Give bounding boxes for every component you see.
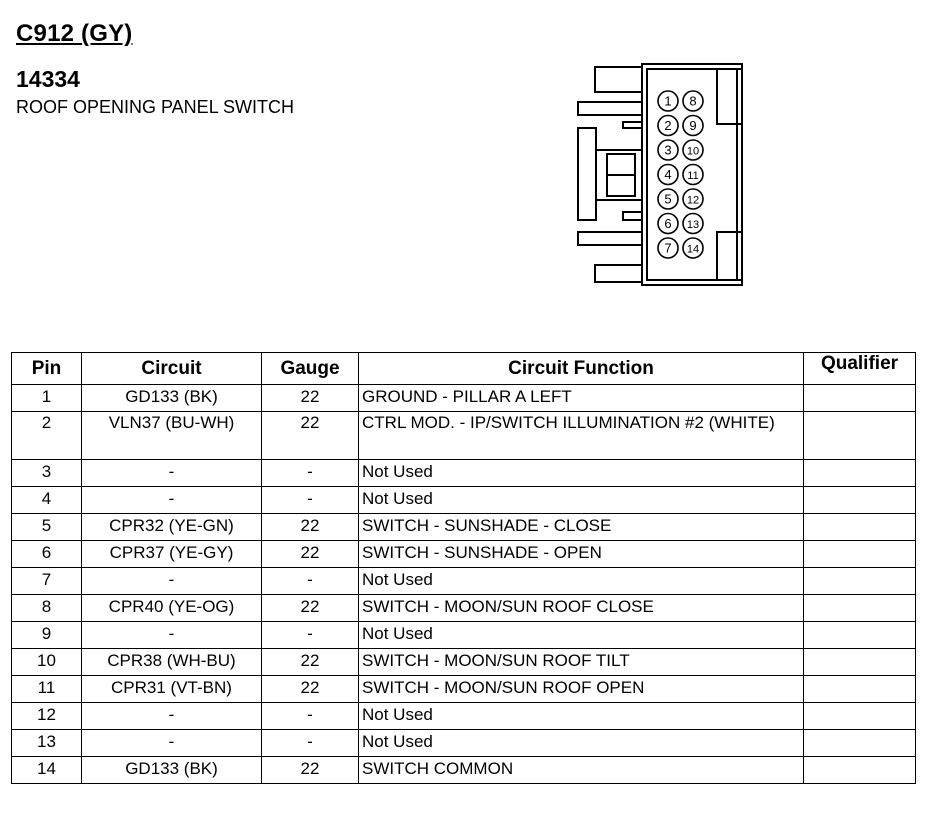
pin-label: 11	[687, 170, 699, 182]
pin-cell: 6	[12, 541, 82, 568]
pin-cell: 5	[12, 514, 82, 541]
qualifier-cell	[804, 703, 916, 730]
pin-cell: 1	[12, 385, 82, 412]
gauge-cell: 22	[262, 514, 359, 541]
connector-pins	[658, 91, 703, 258]
table-row	[12, 730, 916, 757]
function-cell: Not Used	[359, 460, 804, 487]
gauge-cell: 22	[262, 412, 359, 460]
table-row	[12, 568, 916, 595]
circuit-cell: CPR40 (YE-OG)	[82, 595, 262, 622]
gauge-cell: 22	[262, 757, 359, 784]
qualifier-cell	[804, 568, 916, 595]
pin-label: 6	[664, 216, 672, 231]
pin-label: 1	[664, 93, 672, 109]
pin-label: 5	[664, 191, 672, 207]
pin-cell: 4	[12, 487, 82, 514]
qualifier-cell	[804, 487, 916, 514]
qualifier-cell	[804, 595, 916, 622]
qualifier-cell	[804, 541, 916, 568]
table-row	[12, 487, 916, 514]
table-header-row	[12, 353, 916, 385]
function-cell: Not Used	[359, 730, 804, 757]
header-pin: Pin	[12, 353, 82, 385]
table-row	[12, 649, 916, 676]
table-row	[12, 460, 916, 487]
pin-label: 7	[664, 240, 672, 256]
pin-table	[11, 352, 916, 784]
function-cell: SWITCH - SUNSHADE - OPEN	[359, 541, 804, 568]
table-row	[12, 622, 916, 649]
pin-cell: 10	[12, 649, 82, 676]
gauge-cell: -	[262, 622, 359, 649]
gauge-cell: -	[262, 568, 359, 595]
part-number: 14334	[16, 66, 80, 92]
table-row	[12, 676, 916, 703]
qualifier-cell	[804, 757, 916, 784]
gauge-cell: 22	[262, 541, 359, 568]
circuit-cell: GD133 (BK)	[82, 385, 262, 412]
table-row	[12, 385, 916, 412]
circuit-cell: CPR32 (YE-GN)	[82, 514, 262, 541]
circuit-cell: CPR37 (YE-GY)	[82, 541, 262, 568]
pin-cell: 3	[12, 460, 82, 487]
function-cell: SWITCH - MOON/SUN ROOF OPEN	[359, 676, 804, 703]
function-cell: SWITCH - SUNSHADE - CLOSE	[359, 514, 804, 541]
function-cell: GROUND - PILLAR A LEFT	[359, 385, 804, 412]
qualifier-cell	[804, 622, 916, 649]
circuit-cell: -	[82, 568, 262, 595]
circuit-cell: VLN37 (BU-WH)	[82, 412, 262, 460]
pin-cell: 13	[12, 730, 82, 757]
circuit-cell: -	[82, 622, 262, 649]
qualifier-cell	[804, 412, 916, 460]
qualifier-cell	[804, 514, 916, 541]
connector-face-diagram	[575, 62, 745, 287]
qualifier-cell	[804, 385, 916, 412]
pin-cell: 8	[12, 595, 82, 622]
pin-label: 9	[689, 118, 697, 133]
qualifier-cell	[804, 460, 916, 487]
pin-label: 13	[686, 219, 700, 231]
table-row	[12, 703, 916, 730]
table-row	[12, 595, 916, 622]
gauge-cell: 22	[262, 385, 359, 412]
pin-label: 14	[686, 243, 700, 256]
pin-label: 8	[689, 93, 697, 109]
table-row	[12, 757, 916, 784]
pin-label: 10	[686, 145, 700, 158]
gauge-cell: -	[262, 460, 359, 487]
circuit-cell: -	[82, 703, 262, 730]
qualifier-cell	[804, 730, 916, 757]
table-row	[12, 514, 916, 541]
function-cell: Not Used	[359, 622, 804, 649]
circuit-cell: -	[82, 460, 262, 487]
table-row	[12, 412, 916, 460]
function-cell: SWITCH - MOON/SUN ROOF CLOSE	[359, 595, 804, 622]
circuit-cell: GD133 (BK)	[82, 757, 262, 784]
circuit-cell: -	[82, 487, 262, 514]
function-cell: SWITCH - MOON/SUN ROOF TILT	[359, 649, 804, 676]
header-circuit-function: Circuit Function	[359, 353, 804, 385]
gauge-cell: 22	[262, 595, 359, 622]
circuit-cell: -	[82, 730, 262, 757]
gauge-cell: -	[262, 703, 359, 730]
pin-label: 12	[686, 194, 700, 207]
pin-cell: 14	[12, 757, 82, 784]
pin-cell: 11	[12, 676, 82, 703]
pin-label: 4	[664, 167, 672, 182]
function-cell: CTRL MOD. - IP/SWITCH ILLUMINATION #2 (WHITE)	[359, 412, 804, 460]
qualifier-cell	[804, 676, 916, 703]
header-circuit: Circuit	[82, 353, 262, 385]
gauge-cell: -	[262, 730, 359, 757]
pin-cell: 7	[12, 568, 82, 595]
connector-description: ROOF OPENING PANEL SWITCH	[16, 97, 295, 117]
pin-cell: 9	[12, 622, 82, 649]
connector-id: C912 (GY)	[16, 20, 133, 47]
function-cell: Not Used	[359, 703, 804, 730]
function-cell: Not Used	[359, 487, 804, 514]
gauge-cell: -	[262, 487, 359, 514]
qualifier-cell	[804, 649, 916, 676]
header-gauge: Gauge	[262, 353, 359, 385]
circuit-cell: CPR31 (VT-BN)	[82, 676, 262, 703]
pin-label: 3	[664, 142, 672, 158]
function-cell: SWITCH COMMON	[359, 757, 804, 784]
pin-cell: 12	[12, 703, 82, 730]
header-qualifier: Qualifier	[804, 353, 916, 385]
function-cell: Not Used	[359, 568, 804, 595]
circuit-cell: CPR38 (WH-BU)	[82, 649, 262, 676]
table-row	[12, 541, 916, 568]
pin-label: 2	[664, 118, 672, 133]
pin-cell: 2	[12, 412, 82, 460]
gauge-cell: 22	[262, 676, 359, 703]
gauge-cell: 22	[262, 649, 359, 676]
